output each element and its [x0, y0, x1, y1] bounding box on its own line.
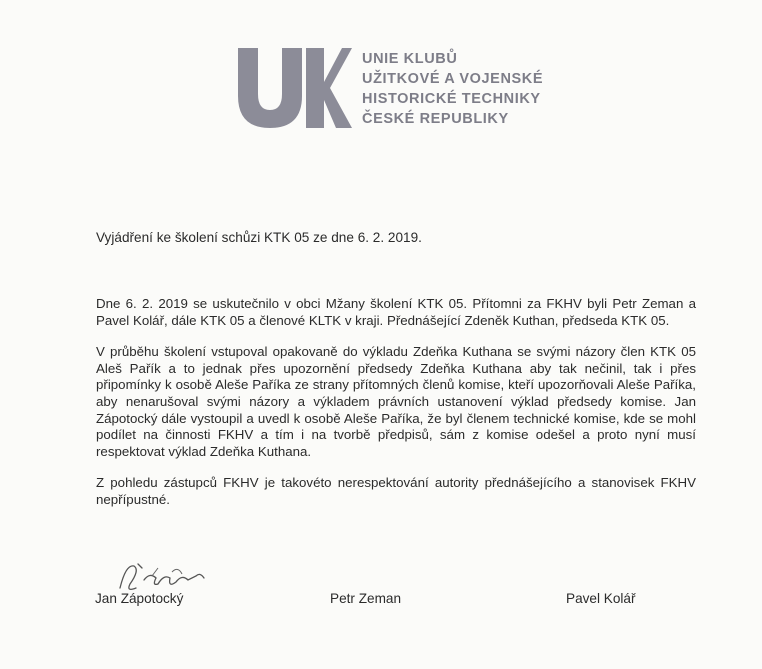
letter-subject: Vyjádření ke školení schůzi KTK 05 ze dne 6. 2. 2019.	[96, 230, 422, 245]
org-line-1: UNIE KLUBŮ	[362, 51, 458, 67]
letter-body	[96, 296, 696, 524]
signatory-2: Petr Zeman	[330, 591, 402, 606]
org-line-3: HISTORICKÉ TECHNIKY	[362, 91, 541, 107]
paragraph-1: Dne 6. 2. 2019 se uskutečnilo v obci Mžany školení KTK 05. Přítomni za FKHV byli Petr Zeman a Pavel Kolář, dále KTK 05 a členové KLTK v kraji. Přednášející Zdeněk Kuthan, předseda KTK 05.	[96, 296, 696, 328]
signatory-3: Pavel Kolář	[566, 591, 636, 606]
org-line-2: UŽITKOVÉ A VOJENSKÉ	[362, 71, 544, 87]
org-line-4: ČESKÉ REPUBLIKY	[362, 111, 509, 127]
organization-name	[362, 49, 543, 129]
signatory-1: Jan Zápotocký	[95, 591, 184, 606]
paragraph-2: V průběhu školení vstupoval opakovaně do výkladu Zdeňka Kuthana se svými názory člen KTK 05 Aleš Pařík a to jednak přes upozornění předsedy Zdeňka Kuthana aby tak nečinil, tak i přes připomínky k osobě Aleše Paříka ze strany přítomných členů komise, kteří upozorňovali Aleše Paříka, aby nenarušoval svými názory a výkladem právních ustanovení výklad předsedy komise. Jan Zápotocký dále vystoupil a uvedl k osobě Aleše Paříka, že byl členem technické komise, kde se mohl podílet na činnosti FKHV a tím i na tvorbě předpisů, sám z komise odešel a proto nyní musí respektovat výklad Zdeňka Kuthana.	[96, 344, 696, 459]
uk-logo-mark	[232, 30, 352, 130]
paragraph-3: Z pohledu zástupců FKHV je takovéto nerespektování autority přednášejícího a stanovisek FKHV nepřípustné.	[96, 475, 696, 507]
